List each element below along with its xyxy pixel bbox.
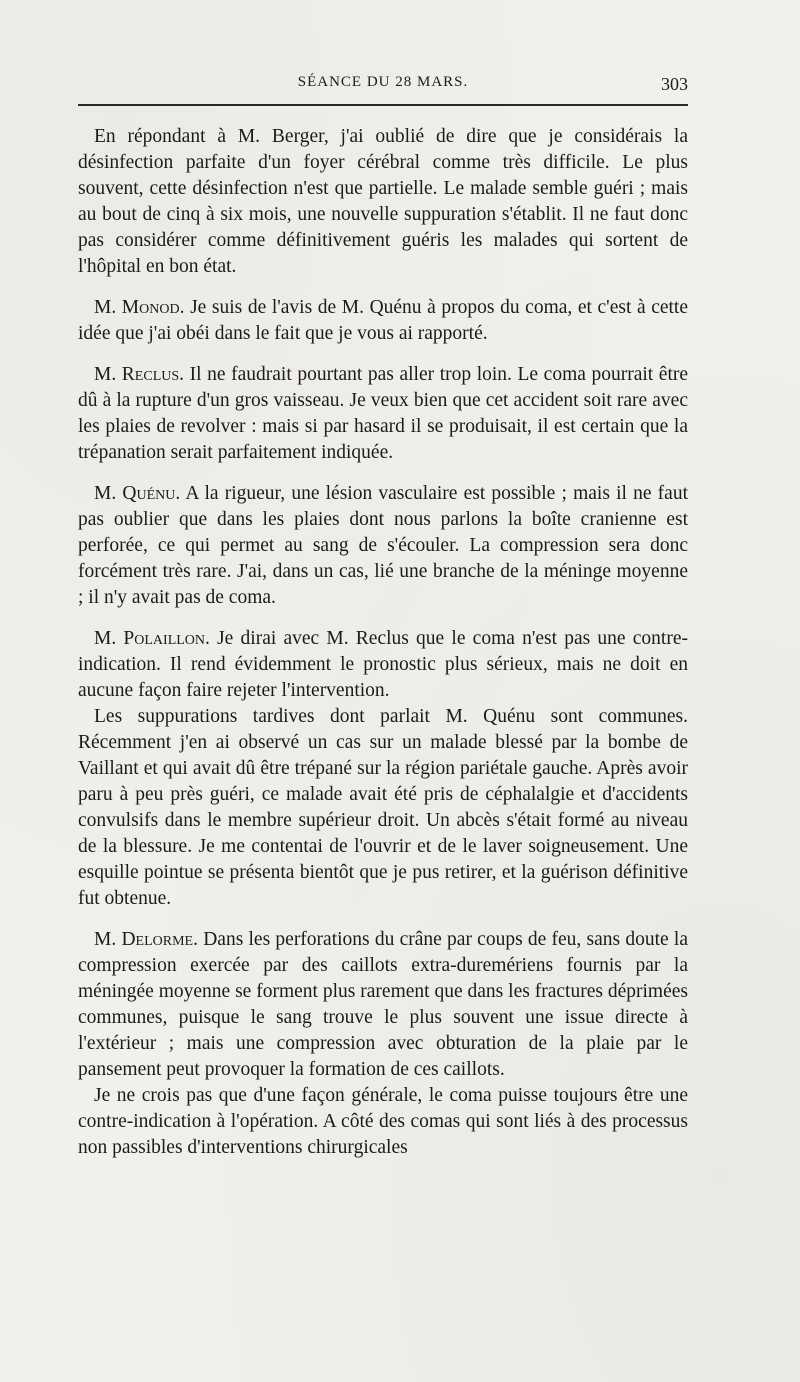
paragraph: [78, 704, 688, 912]
page-number: 303: [661, 74, 688, 94]
running-head: [78, 74, 688, 98]
running-title: SÉANCE DU 28 MARS.: [297, 74, 469, 90]
speaker-name: M. Reclus.: [94, 364, 185, 385]
header-rule: [78, 104, 688, 106]
paragraph-text: En répondant à M. Berger, j'ai oublié de dire que je considérais la désinfection parfaite d'un foyer cérébral comme très difficile. Le plus souvent, cette désinfection n'est que partielle. Le malade semble guéri ; mais au bout de cinq à six mois, une nouvelle suppuration s'établit. Il ne faut donc pas considérer comme définitivement guéris les malades qui sortent de l'hôpital en bon état.: [78, 126, 688, 277]
paragraph: [78, 1083, 688, 1161]
speaker-name: M. Monod.: [94, 297, 185, 318]
paragraph-text: Je suis de l'avis de M. Quénu à propos du coma, et c'est à cette idée que j'ai obéi dans le fait que je vous ai rapporté.: [78, 297, 689, 344]
body-text: [78, 124, 688, 1161]
paragraph-text: Je ne crois pas que d'une façon générale, le coma puisse toujours être une contre-indication à l'opération. A côté des comas qui sont liés à des processus non passibles d'interventions chirurgicales: [78, 1085, 688, 1158]
paragraph-text: Il ne faudrait pourtant pas aller trop loin. Le coma pourrait être dû à la rupture d'un gros vaisseau. Je veux bien que cet accident soit rare avec les plaies de revolver : mais si par hasard il se produisait, il est certain que la trépanation serait parfaitement indiquée.: [78, 364, 689, 463]
paragraph: [78, 927, 688, 1083]
paragraph: [78, 362, 688, 466]
paragraph-text: Les suppurations tardives dont parlait M. Quénu sont communes. Récemment j'en ai observé un cas sur un malade blessé par la bombe de Vaillant et qui avait dû être trépané sur la région pariétale gauche. Après avoir paru à peu près guéri, ce malade avait été pris de céphalalgie et d'accidents convulsifs dans le membre supérieur droit. Un abcès s'était formé au niveau de la blessure. Je me contentai de l'ouvrir et de le laver soigneusement. Une esquille pointue se présenta bientôt que je pus retirer, et la guérison définitive fut obtenue.: [78, 706, 688, 909]
paragraph-text: Je dirai avec M. Reclus que le coma n'est pas une contre-indication. Il rend évidemment le pronostic plus sérieux, mais ne doit en aucune façon faire rejeter l'intervention.: [78, 628, 688, 701]
speaker-name: M. Quénu.: [94, 483, 181, 504]
speaker-name: M. Delorme.: [94, 929, 198, 950]
paragraph: [78, 295, 688, 347]
paragraph-text: Dans les perforations du crâne par coups de feu, sans doute la compression exercée par des caillots extra-duremériens fournis par la méningée moyenne se forment plus rarement que dans les fractures déprimées communes, puisque le sang trouve le plus souvent une issue directe à l'extérieur ; mais une compression avec obturation de la plaie par le pansement peut provoquer la formation de ces caillots.: [78, 929, 688, 1080]
paragraph: [78, 124, 688, 280]
paragraph-text: A la rigueur, une lésion vasculaire est possible ; mais il ne faut pas oublier que dans les plaies dont nous parlons la boîte cranienne est perforée, ce qui permet au sang de s'écouler. La compression sera donc forcément très rare. J'ai, dans un cas, lié une branche de la méninge moyenne ; il n'y avait pas de coma.: [78, 483, 688, 608]
speaker-name: M. Polaillon.: [94, 628, 210, 649]
paragraph: [78, 626, 688, 704]
paragraph: [78, 481, 688, 611]
